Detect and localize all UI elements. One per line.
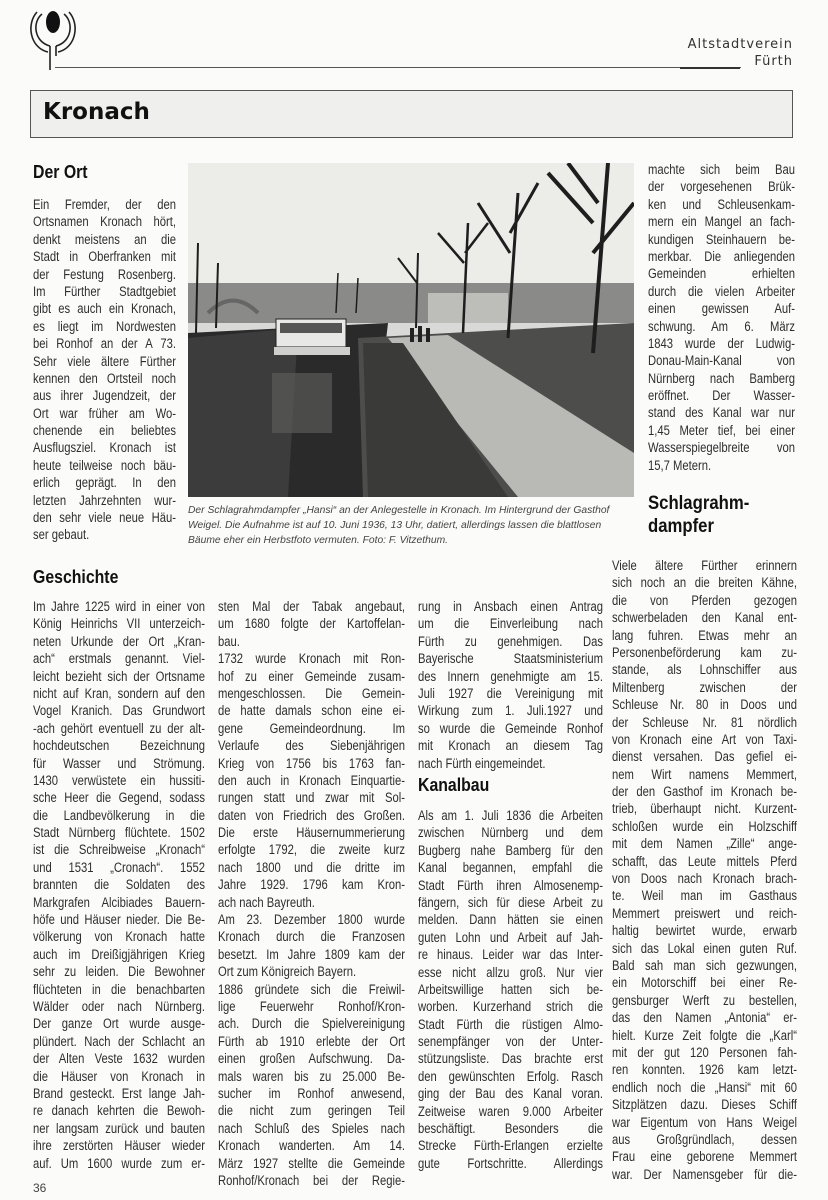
text-line: ken und Schleusenkam- bbox=[648, 196, 795, 212]
text-line: mern ein Mangel an fach- bbox=[648, 214, 795, 230]
text-line: mit dem Namen „Zille“ ange- bbox=[612, 836, 797, 852]
text-line: Juli 1927 die Vereinigung mit bbox=[418, 685, 603, 701]
text-line: zwischen Nürnberg und dem bbox=[418, 825, 603, 841]
text-line: merkbar. Die anliegenden bbox=[648, 248, 795, 264]
text-line: bei Ronhof an der A 73. bbox=[33, 336, 176, 352]
text-line: Bald sah man sich gezwungen, bbox=[612, 957, 797, 973]
text-line: ach nach Bayreuth. bbox=[218, 894, 315, 910]
text-line: Ort war früher am Wo- bbox=[33, 405, 176, 421]
text-line: denkt meistens an die bbox=[33, 231, 176, 247]
text-line: rung in Ansbach einen Antrag bbox=[418, 599, 603, 614]
text-lines bbox=[218, 598, 405, 1189]
text-line: Ausflugsziel. Kronach ist bbox=[33, 440, 176, 456]
caption-line: Der Schlagrahmdampfer „Hansi“ an der Anlegestelle in Kronach. Im Hintergrund der Gasthof bbox=[188, 505, 610, 516]
text-line: Strecke Fürth-Erlangen erzielte bbox=[418, 1138, 603, 1154]
text-line: das den Namen „Antonia“ er- bbox=[612, 1010, 797, 1026]
text-line: Stadt Fürth die rüstigen Almo- bbox=[418, 1016, 603, 1032]
text-line: ein Motorschiff bei einer Re- bbox=[612, 975, 797, 991]
text-line: auf. Um 1600 wurde zum er- bbox=[33, 1155, 205, 1171]
text-line: Donau-Main-Kanal von bbox=[648, 353, 795, 369]
text-line: stützungsliste. Das brachte erst bbox=[418, 1051, 603, 1067]
text-lines bbox=[418, 807, 603, 1172]
text-line: haltig bewirtet wurde, erwarb bbox=[612, 923, 797, 939]
text-line: Ein Fremder, der den bbox=[33, 197, 176, 212]
heading-line: Schlagrahm- bbox=[648, 493, 750, 514]
text-line: so wurde die Gemeinde Ronhof bbox=[418, 720, 603, 736]
text-line: ach“ erstmals genannt. Viel- bbox=[33, 651, 205, 667]
heading-schlagrahmdampfer bbox=[648, 492, 749, 538]
text-line: Gemeinden erhielten bbox=[648, 266, 795, 282]
text-line: lige Feuerwehr Ronhof/Kron- bbox=[218, 998, 405, 1014]
text-line: der vorgesehenen Brük- bbox=[648, 179, 795, 195]
text-line: Fürth zu genehmigen. Das bbox=[418, 633, 603, 649]
text-line: Memmert preiswert und reich- bbox=[612, 905, 797, 921]
text-line: aus ihrer Jugendzeit, der bbox=[33, 388, 176, 404]
text-line: um die Einverleibung nach bbox=[418, 616, 603, 632]
text-line: 15,7 Metern. bbox=[648, 457, 712, 473]
text-line: Jahre 1929. 1796 kam Kron- bbox=[218, 877, 405, 893]
text-lines bbox=[648, 161, 795, 474]
text-line: einen großen Aufschwung. Da- bbox=[218, 1051, 405, 1067]
text-line: sich noch an die breiten Kähne, bbox=[612, 575, 797, 591]
text-line: sehr zu leiden. Die Bewohner bbox=[33, 964, 205, 980]
text-geschichte-col1 bbox=[33, 598, 205, 1172]
text-line: und 1531 „Cronach“. 1552 bbox=[33, 859, 205, 875]
text-line: die Häuser von Kronach in bbox=[33, 1068, 205, 1084]
text-line: letzten Jahrzehnten wur- bbox=[33, 492, 176, 508]
text-line: schwung. Am 6. März bbox=[648, 318, 795, 334]
text-line: auch im Dreißigjährigen Krieg bbox=[33, 946, 205, 962]
text-line: von Kronach eine Art von Taxi- bbox=[612, 731, 797, 747]
text-line: de hatte damals schon eine ei- bbox=[218, 703, 405, 719]
text-line: März 1927 stellte die Gemeinde bbox=[218, 1155, 405, 1171]
text-line: Wasserspiegelbreite von bbox=[648, 440, 795, 456]
text-line: den auch in Kronach Einquartie- bbox=[218, 772, 405, 788]
text-line: ging der Bau des Kanal voran. bbox=[418, 1086, 603, 1102]
text-line: Im Jahre 1225 wird in einer von bbox=[33, 599, 205, 614]
text-line: machte sich beim Bau bbox=[648, 162, 795, 177]
text-line: den gewünschten Erfolg. Rasch bbox=[418, 1068, 603, 1084]
text-line: heute teilweise noch bäu- bbox=[33, 457, 176, 473]
association-name: Altstadtverein bbox=[687, 37, 793, 52]
text-line: Viele ältere Fürther erinnern bbox=[612, 558, 797, 573]
text-line: Sehr viele ältere Fürther bbox=[33, 353, 176, 369]
text-line: nicht auf Kran, sondern auf den bbox=[33, 685, 205, 701]
text-line: Personenbeförderung kam zu- bbox=[612, 644, 797, 660]
text-line: guten Lohn und Arbeit auf Jah- bbox=[418, 929, 603, 945]
text-line: te. Weil man im Gasthaus bbox=[612, 888, 797, 904]
text-line: Sitzplätzen dazu. Dieses Schiff bbox=[612, 1097, 797, 1113]
text-line: nem Wirt namens Memmert, bbox=[612, 766, 797, 782]
text-line: besetzt. Im Jahre 1809 kam der bbox=[218, 946, 405, 962]
text-line: endlich noch die „Hansi“ mit 60 bbox=[612, 1079, 797, 1095]
text-line: gensburger Werft zu bestellen, bbox=[612, 992, 797, 1008]
text-line: schloßen wurde ein Holzschiff bbox=[612, 818, 797, 834]
text-line: mengeschlossen. Die Gemein- bbox=[218, 685, 405, 701]
heading-kanalbau: Kanalbau bbox=[418, 775, 490, 795]
text-line: Ortsnamen Kronach hört, bbox=[33, 214, 176, 230]
heading-geschichte: Geschichte bbox=[33, 567, 119, 587]
text-line: war. Der Namensgeber für die- bbox=[612, 1166, 797, 1182]
text-lines bbox=[33, 196, 176, 544]
text-line: Fürth ab 1910 erlebte der Ort bbox=[218, 1033, 405, 1049]
text-line: von Doos nach Kronach brach- bbox=[612, 871, 797, 887]
text-line: der Festung Rosenberg. bbox=[33, 266, 176, 282]
text-line: fängern, sich für diese Arbeit zu bbox=[418, 894, 603, 910]
text-line: senempfänger von der Unter- bbox=[418, 1034, 603, 1050]
text-line: re danach kehrten die Bewoh- bbox=[33, 1103, 205, 1119]
text-line: der Schleuse Nr. 81 nördlich bbox=[612, 714, 797, 730]
text-line: des Innern genehmigte am 15. bbox=[418, 668, 603, 684]
text-line: ach. Durch die Spielvereinigung bbox=[218, 1016, 405, 1032]
text-line: stande, als Lohnschiffer aus bbox=[612, 662, 797, 678]
text-line: 1843 wurde der Ludwig- bbox=[648, 335, 795, 351]
text-lines bbox=[33, 598, 205, 1172]
text-line: rungen statt und zwar mit Sol- bbox=[218, 790, 405, 806]
caption-line: Weigel. Die Aufnahme ist auf 10. Juni 1936, 13 Uhr, datiert, allerdings lassen die blattlosen bbox=[188, 520, 602, 531]
caption-line: Bäume eher ein Herbstfoto vermuten. Foto: F. Vitzethum. bbox=[188, 535, 449, 546]
text-line: nach 1800 und die dritte im bbox=[218, 859, 405, 875]
text-line: mals waren bis zu 25.000 Be- bbox=[218, 1068, 405, 1084]
association-city: Fürth bbox=[754, 54, 793, 69]
text-line: flüchteten in die benachbarten bbox=[33, 981, 205, 997]
text-line: Miltenberg zwischen der bbox=[612, 679, 797, 695]
text-line: 1,45 Meter tief, bei einer bbox=[648, 422, 795, 438]
text-line: aus Großgründlach, dessen bbox=[612, 1131, 797, 1147]
text-line: 1430 verwüstete ein hussiti- bbox=[33, 772, 205, 788]
text-line: beschäftigt. Besonders die bbox=[418, 1121, 603, 1137]
text-line: Vogel Kranich. Das Grundwort bbox=[33, 703, 205, 719]
text-line: Stadt in Oberfranken mit bbox=[33, 249, 176, 265]
page-number: 36 bbox=[33, 1181, 47, 1195]
text-line: Am 23. Dezember 1800 wurde bbox=[218, 912, 405, 928]
header-rule bbox=[55, 67, 741, 68]
association-logo bbox=[28, 8, 80, 72]
text-line: König Heinrichs VII unterzeich- bbox=[33, 616, 205, 632]
text-line: Brand gesteckt. Erst lange Jah- bbox=[33, 1085, 205, 1101]
text-line: kundigen Steinhauern be- bbox=[648, 231, 795, 247]
text-line: schafft, das Leute mittels Pferd bbox=[612, 853, 797, 869]
text-line: chenende ein beliebtes bbox=[33, 423, 176, 439]
text-line: Stadt Fürth ihren Almosenemp- bbox=[418, 877, 603, 893]
historic-photo-steamboat bbox=[188, 163, 634, 497]
text-line: sche Heer die Gegend, sodass bbox=[33, 790, 205, 806]
text-line: Der ganze Ort wurde ausge- bbox=[33, 1016, 205, 1032]
photo-caption bbox=[188, 503, 634, 548]
text-kanalbau-continued bbox=[648, 161, 795, 474]
text-line: sich das Lokal einen guten Ruf. bbox=[612, 940, 797, 956]
text-line: ser gebaut. bbox=[33, 527, 90, 543]
text-line: Bayerische Staatsministerium bbox=[418, 651, 603, 667]
text-line: Wälder oder nach Nürnberg. bbox=[33, 998, 205, 1014]
text-line: die Landbevölkerung in die bbox=[33, 807, 205, 823]
text-line: Bugberg nahe Bamberg für den bbox=[418, 842, 603, 858]
text-line: Die erste Häusernummerierung bbox=[218, 825, 405, 841]
text-line: brannten die Soldaten des bbox=[33, 877, 205, 893]
text-line: nach Fürth eingemeindet. bbox=[418, 755, 546, 771]
text-line: re hinaus. Leider war das Inter- bbox=[418, 947, 603, 963]
text-line: für Wasser und Strömung. bbox=[33, 755, 205, 771]
text-line: erfolgte 1792, die zweite kurz bbox=[218, 842, 405, 858]
text-line: einen gewissen Auf- bbox=[648, 301, 795, 317]
text-schlagrahmdampfer bbox=[612, 557, 797, 1183]
heading-line: dampfer bbox=[648, 516, 714, 537]
text-lines bbox=[612, 557, 797, 1183]
text-line: Im Fürther Stadtgebiet bbox=[33, 283, 176, 299]
text-line: Kanal begannen, empfahl die bbox=[418, 860, 603, 876]
text-line: gibt es auch ein Kronach, bbox=[33, 301, 176, 317]
text-line: Ronhof/Kronach bei der Regie- bbox=[218, 1172, 405, 1188]
text-line: völkerung von Kronach hatte bbox=[33, 929, 205, 945]
text-line: kennen den Ortsteil noch bbox=[33, 370, 176, 386]
text-line: Ort zum Königreich Bayern. bbox=[218, 964, 357, 980]
text-line: erlich geprägt. In den bbox=[33, 475, 176, 491]
text-line: -ach gehört eventuell zu der alt- bbox=[33, 720, 205, 736]
text-line: 1732 wurde Kronach mit Ron- bbox=[218, 651, 405, 667]
text-line: 1886 gründete sich die Freiwil- bbox=[218, 981, 405, 997]
text-line: um 1680 folgte der Kartoffelan- bbox=[218, 616, 405, 632]
text-line: sten Mal der Tabak angebaut, bbox=[218, 599, 405, 614]
text-line: ner langsam zurück und bauten bbox=[33, 1120, 205, 1136]
text-line: Verlaufe des Siebenjährigen bbox=[218, 738, 405, 754]
text-line: Als am 1. Juli 1836 die Arbeiten bbox=[418, 808, 603, 823]
header-rule-accent bbox=[680, 67, 740, 69]
text-line: melden. Dann hätten sie einen bbox=[418, 912, 603, 928]
text-line: lang fuhren. Etwas mehr an bbox=[612, 627, 797, 643]
text-line: durch die vielen Arbeiter bbox=[648, 283, 795, 299]
text-geschichte-col3 bbox=[418, 598, 603, 772]
text-line: schwerbeladen den Kanal ent- bbox=[612, 610, 797, 626]
text-line: dienst versahen. Das gefiel ei- bbox=[612, 749, 797, 765]
text-line: stand des Kanal war nur bbox=[648, 405, 795, 421]
text-line: hof zu einer Gemeinde zusam- bbox=[218, 668, 405, 684]
text-line: ist die Schreibweise „Kronach“ bbox=[33, 842, 205, 858]
text-line: sucher im Ronhof anwesend, bbox=[218, 1085, 405, 1101]
text-line: Kronach durch die Franzosen bbox=[218, 929, 405, 945]
text-line: esse nicht allzu groß. Nur vier bbox=[418, 964, 603, 980]
text-line: die nicht zum geringen Teil bbox=[218, 1103, 405, 1119]
text-line: gene Gemeindeordnung. Im bbox=[218, 720, 405, 736]
text-line: die von Pferden gezogen bbox=[612, 592, 797, 608]
page-title: Kronach bbox=[43, 99, 150, 125]
text-line: eröffnet. Der Wasser- bbox=[648, 388, 795, 404]
text-line: Schleuse Nr. 80 in Doos und bbox=[612, 697, 797, 713]
text-line: Markgrafen Alcibiades Bauern- bbox=[33, 894, 205, 910]
text-line: Nürnberg nach Bamberg bbox=[648, 370, 795, 386]
text-line: Wirkung zum 1. Juli.1927 und bbox=[418, 703, 603, 719]
text-der-ort bbox=[33, 196, 176, 544]
text-line: trieb, überhaupt nicht. Kurzent- bbox=[612, 801, 797, 817]
text-line: Frau eine geborene Memmert bbox=[612, 1149, 797, 1165]
text-line: gute Fortschritte. Allerdings bbox=[418, 1155, 603, 1171]
text-line: mit der gut 120 Personen fah- bbox=[612, 1044, 797, 1060]
heading-der-ort: Der Ort bbox=[33, 162, 88, 182]
text-line: hochdeutschen Bezeichnung bbox=[33, 738, 205, 754]
text-line: plündert. Nach der Schlacht an bbox=[33, 1033, 205, 1049]
text-line: Arbeitswillige hatten sich be- bbox=[418, 981, 603, 997]
text-line: es liegt im Nordwesten bbox=[33, 318, 176, 334]
text-line: bau. bbox=[218, 633, 240, 649]
text-kanalbau bbox=[418, 807, 603, 1172]
text-lines bbox=[418, 598, 603, 772]
title-box bbox=[30, 90, 793, 138]
text-line: höfe und Häuser nieder. Die Be- bbox=[33, 912, 205, 928]
text-line: Zeitweise waren 9.000 Arbeiter bbox=[418, 1103, 603, 1119]
text-line: Stadt Nürnberg flüchtete. 1502 bbox=[33, 825, 205, 841]
text-line: daten von Friedrich des Großen. bbox=[218, 807, 405, 823]
text-line: nach Schluß des Spieles nach bbox=[218, 1120, 405, 1136]
text-line: neten Urkunde der Ort „Kran- bbox=[33, 633, 205, 649]
text-line: war Eigentum von Hans Weigel bbox=[612, 1114, 797, 1130]
text-line: leicht bezieht sich der Ortsname bbox=[33, 668, 205, 684]
text-line: mit Kronach an diesem Tag bbox=[418, 738, 603, 754]
text-line: Kronach wanderten. Am 14. bbox=[218, 1138, 405, 1154]
text-line: der Alten Veste 1632 wurden bbox=[33, 1051, 205, 1067]
text-line: den sehr viele neue Häu- bbox=[33, 510, 176, 526]
text-line: Krieg von 1756 bis 1763 fan- bbox=[218, 755, 405, 771]
text-line: hielt. Kurze Zeit folgte die „Karl“ bbox=[612, 1027, 797, 1043]
text-line: worben. Kurzerhand strich die bbox=[418, 999, 603, 1015]
text-line: der den Gasthof im Kronach be- bbox=[612, 784, 797, 800]
text-line: ihre zerstörten Häuser wieder bbox=[33, 1138, 205, 1154]
text-geschichte-col2 bbox=[218, 598, 405, 1189]
text-line: ren konnten. 1926 kam letzt- bbox=[612, 1062, 797, 1078]
